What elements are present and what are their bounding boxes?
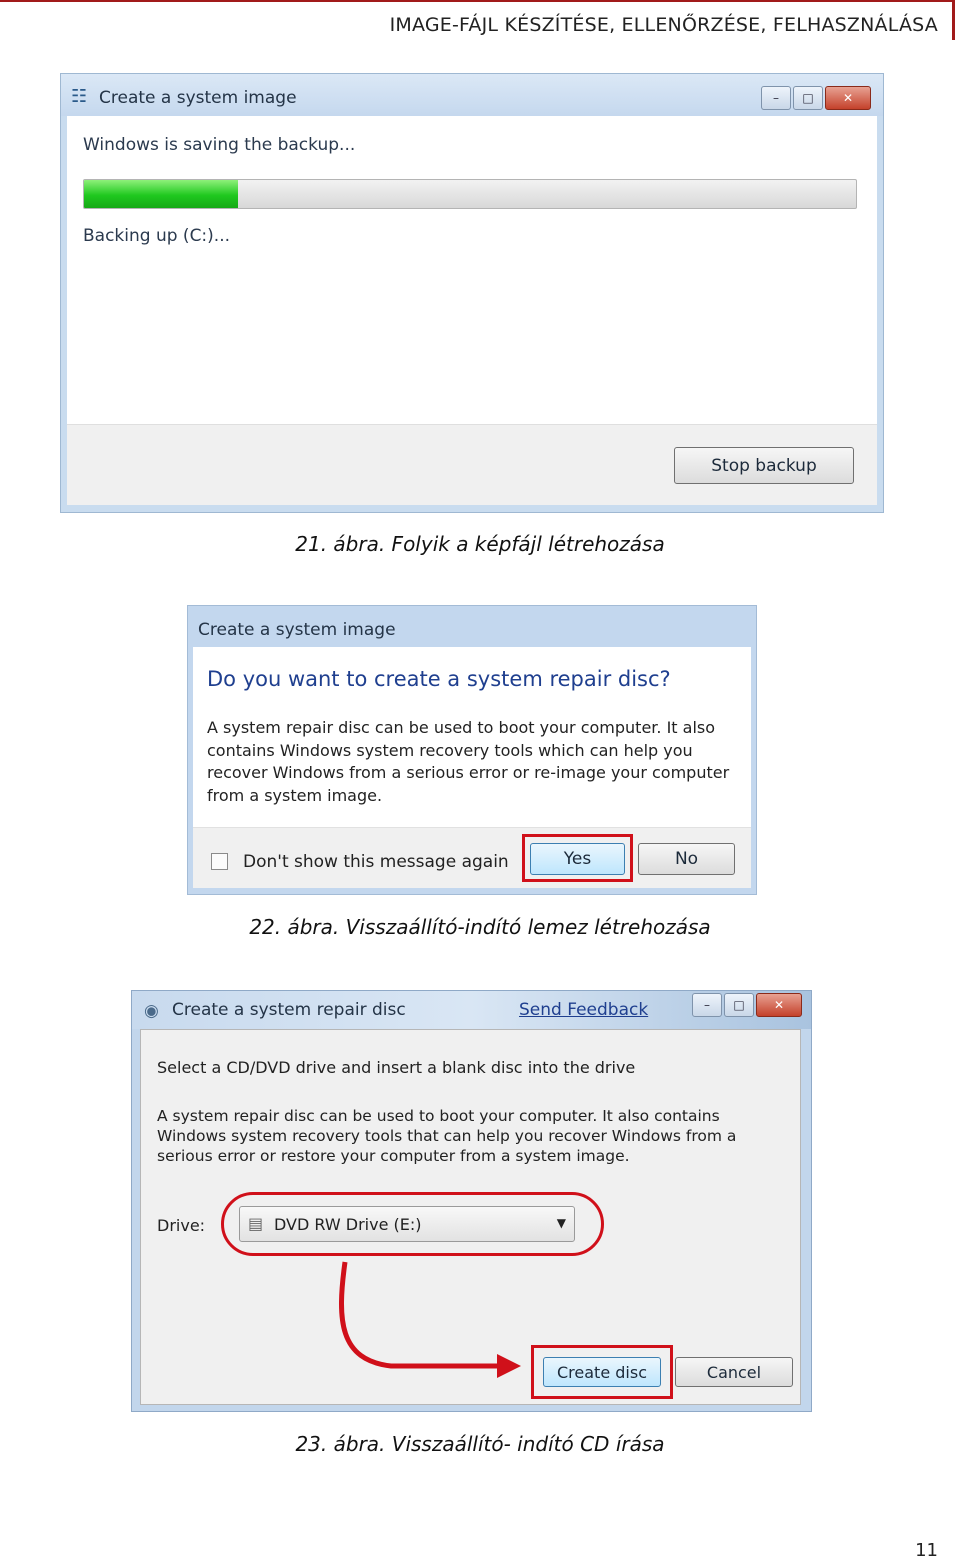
disc-icon: ◉ [144, 1001, 159, 1021]
dialog-footer [193, 827, 751, 888]
send-feedback-link[interactable]: Send Feedback [519, 1000, 649, 1020]
instruction-text: Select a CD/DVD drive and insert a blank disc into the drive [157, 1058, 636, 1077]
drive-value: DVD RW Drive (E:) [274, 1215, 422, 1234]
figure-1-caption: 21. ábra. Folyik a képfájl létrehozása [295, 532, 665, 556]
close-icon[interactable]: ✕ [825, 86, 871, 110]
dialog-content [193, 647, 751, 827]
minimize-icon[interactable]: – [761, 86, 791, 110]
title-bar [61, 74, 883, 116]
cancel-button[interactable]: Cancel [675, 1357, 793, 1387]
drive-label: Drive: [157, 1216, 206, 1235]
stop-backup-button[interactable]: Stop backup [674, 447, 854, 484]
page-header [0, 0, 955, 40]
page-number: 11 [915, 1540, 938, 1561]
red-arrow [331, 1260, 531, 1390]
drive-select[interactable] [239, 1206, 575, 1242]
caption-buttons [761, 86, 871, 110]
window-title: Create a system image [198, 620, 396, 640]
window-content [140, 1029, 801, 1405]
dialog-heading: Do you want to create a system repair disc? [207, 667, 671, 691]
window-title: Create a system image [99, 88, 297, 108]
dont-show-checkbox[interactable] [211, 853, 228, 870]
header-title: IMAGE-FÁJL KÉSZÍTÉSE, ELLENŐRZÉSE, FELHASZNÁLÁSA [389, 14, 938, 36]
description-text: A system repair disc can be used to boot your computer. It also contains Windows system recovery tools that can help you recover Windows from a serious error or restore your computer from a system image. [157, 1107, 737, 1165]
dialog-body: A system repair disc can be used to boot your computer. It also contains Windows system recovery tools which can help you recover Windows from a serious error or re-image your computer from a system image. [207, 718, 730, 805]
backup-icon: ☷ [71, 86, 88, 107]
progress-bar [83, 179, 857, 209]
create-repair-disc-window [131, 990, 812, 1412]
yes-button[interactable]: Yes [530, 843, 625, 875]
figure-2-caption: 22. ábra. Visszaállító-indító lemez létrehozása [249, 915, 711, 939]
minimize-icon[interactable]: – [692, 993, 722, 1017]
create-system-image-window [60, 73, 884, 513]
progress-fill [84, 180, 238, 208]
window-footer [67, 424, 877, 505]
dont-show-label: Don't show this message again [243, 852, 509, 872]
chevron-down-icon[interactable]: ▼ [556, 1216, 566, 1230]
repair-disc-prompt-window [187, 605, 757, 895]
backing-up-text: Backing up (C:)... [83, 226, 231, 246]
close-icon[interactable]: ✕ [756, 993, 802, 1017]
maximize-icon[interactable]: □ [793, 86, 823, 110]
no-button[interactable]: No [638, 843, 735, 875]
create-disc-button[interactable]: Create disc [543, 1357, 661, 1387]
figure-3-caption: 23. ábra. Visszaállító- indító CD írása [295, 1432, 665, 1456]
caption-buttons [692, 993, 802, 1017]
status-text: Windows is saving the backup... [83, 135, 356, 155]
drive-icon: ▤ [248, 1214, 264, 1233]
window-title: Create a system repair disc [172, 1000, 406, 1020]
maximize-icon[interactable]: □ [724, 993, 754, 1017]
title-bar [132, 991, 811, 1029]
